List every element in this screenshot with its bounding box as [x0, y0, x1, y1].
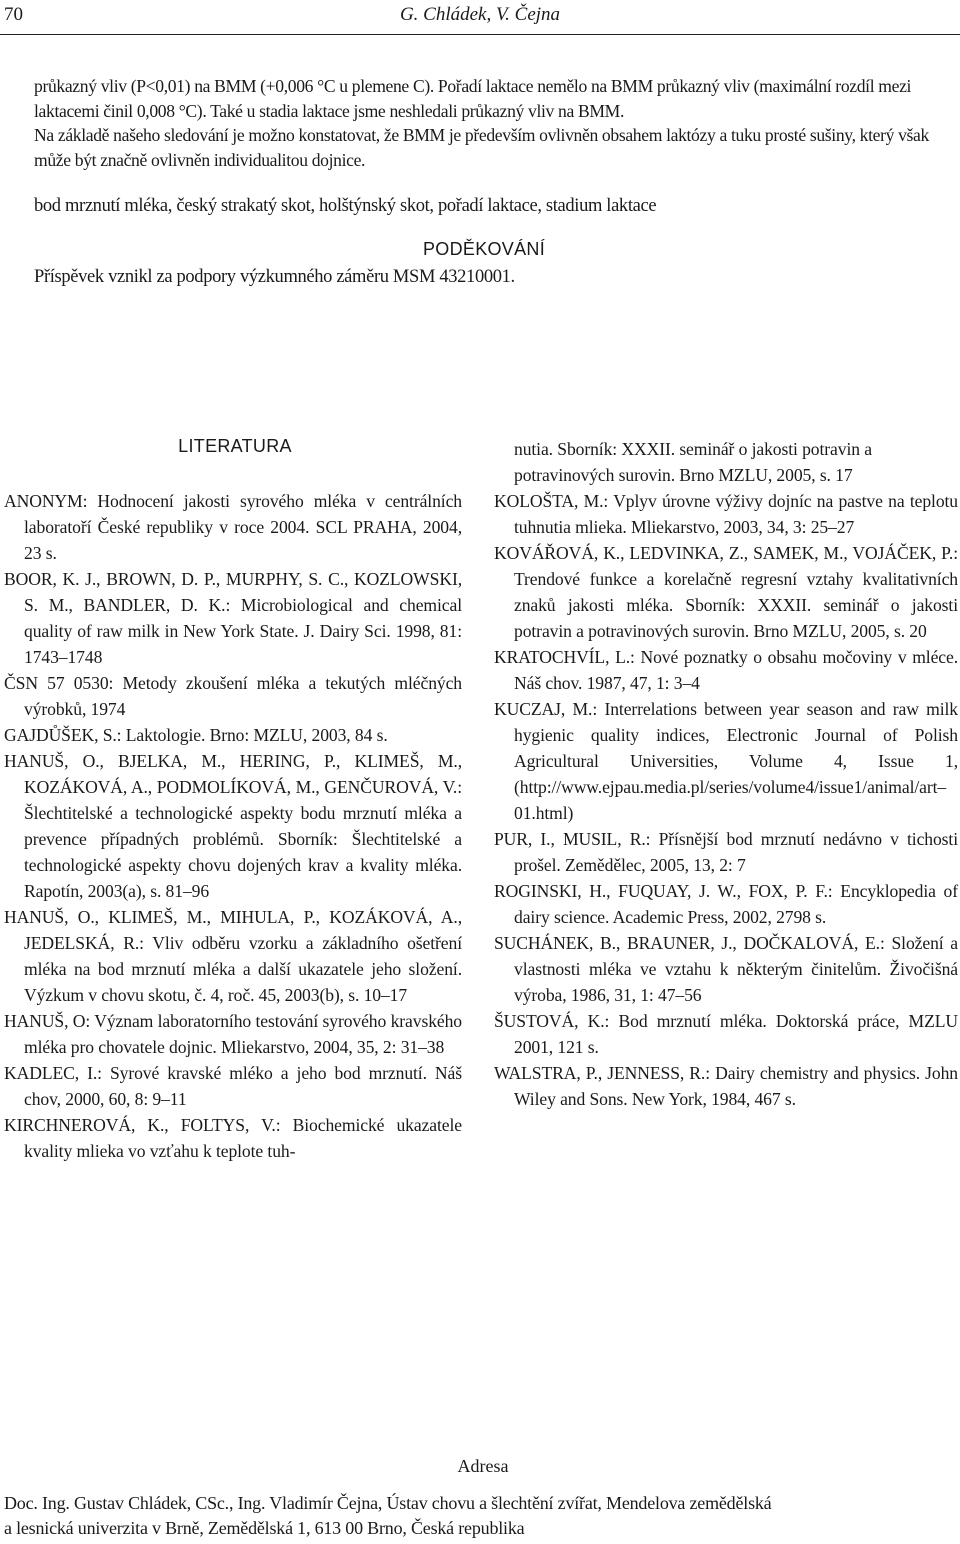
- address-label: Adresa: [457, 1456, 509, 1476]
- reference-item: KOLOŠTA, M.: Vplyv úrovne výživy dojníc na pastve na teplotu tuhnutia mlieka. Mliekarstvo, 2003, 34, 3: 25–27: [494, 491, 958, 537]
- references-left-column: [4, 488, 462, 1164]
- reference-item: HANUŠ, O: Význam laboratorního testování syrového kravského mléka pro chovatele dojnic. Mliekarstvo, 2004, 35, 2: 31–38: [4, 1011, 462, 1057]
- body-text: [34, 74, 934, 290]
- acknowledgement-text: Příspěvek vznikl za podpory výzkumného záměru MSM 43210001.: [34, 267, 515, 287]
- acknowledgement-heading: PODĚKOVÁNÍ: [422, 238, 546, 259]
- paragraph-conclusion: Na základě našeho sledování je možno konstatovat, že BMM je především ovlivněn obsahem laktózy a tuku prosté sušiny, který však může být značně ovlivněn individualitou dojnice.: [34, 125, 929, 170]
- paragraph-results: průkazný vliv (P<0,01) na BMM (+0,006 °C u plemene C). Pořadí laktace nemělo na BMM průkazný vliv (maximální rozdíl mezi laktacemi činil 0,008 °C). Také u stadia laktace jsme neshledali průkazný vliv na BMM.: [34, 76, 912, 121]
- reference-item: KADLEC, I.: Syrové kravské mléko a jeho bod mrznutí. Náš chov, 2000, 60, 8: 9–11: [4, 1063, 462, 1109]
- reference-item: ROGINSKI, H., FUQUAY, J. W., FOX, P. F.: Encyklopedia of dairy science. Academic Press, 2002, 2798 s.: [494, 881, 958, 927]
- reference-item: ANONYM: Hodnocení jakosti syrového mléka v centrálních laboratoří České republiky v roce 2004. SCL PRAHA, 2004, 23 s.: [4, 491, 462, 563]
- reference-item: BOOR, K. J., BROWN, D. P., MURPHY, S. C., KOZLOWSKI, S. M., BANDLER, D. K.: Microbiological and chemical quality of raw milk in New York State. J. Dairy Sci. 1998, 81: 1743–1748: [4, 569, 462, 667]
- references-right-column: [494, 436, 958, 1112]
- address-line: Doc. Ing. Gustav Chládek, CSc., Ing. Vladimír Čejna, Ústav chovu a šlechtění zvířat, Mendelova zemědělská: [4, 1493, 772, 1513]
- running-head-authors: G. Chládek, V. Čejna: [399, 4, 561, 25]
- page-header: [0, 0, 960, 35]
- reference-item: ŠUSTOVÁ, K.: Bod mrznutí mléka. Doktorská práce, MZLU 2001, 121 s.: [494, 1011, 958, 1057]
- reference-item: KOVÁŘOVÁ, K., LEDVINKA, Z., SAMEK, M., VOJÁČEK, P.: Trendové funkce a korelačně regresní vztahy kvalitativních znaků jakosti mléka. Sborník: XXXII. seminář o jakosti potravin a potravinových surovin. Brno MZLU, 2005, s. 20: [494, 543, 958, 641]
- reference-item: KUCZAJ, M.: Interrelations between year season and raw milk hygienic quality indices, Electronic Journal of Polish Agricultural Universities, Volume 4, Issue 1, (http://www.ejpau.media.pl/series/volume4/issue1/animal/art–01.html): [494, 699, 958, 823]
- reference-item: HANUŠ, O., BJELKA, M., HERING, P., KLIMEŠ, M., KOZÁKOVÁ, A., PODMOLÍKOVÁ, M., GENČUROVÁ, V.: Šlechtitelské a technologické aspekty bodu mrznutí mléka a prevence případných problémů. Sborník: Šlechtitelské a technologické aspekty chovu dojených krav a kvality mléka. Rapotín, 2003(a), s. 81–96: [4, 751, 462, 901]
- reference-item: HANUŠ, O., KLIMEŠ, M., MIHULA, P., KOZÁKOVÁ, A., JEDELSKÁ, R.: Vliv odběru vzorku a základního ošetření mléka na bod mrznutí mléka a další ukazatele jeho složení. Výzkum v chovu skotu, č. 4, roč. 45, 2003(b), s. 10–17: [4, 907, 462, 1005]
- page-number: 70: [4, 4, 23, 25]
- reference-item: WALSTRA, P., JENNESS, R.: Dairy chemistry and physics. John Wiley and Sons. New York, 1984, 467 s.: [494, 1063, 958, 1109]
- reference-item: SUCHÁNEK, B., BRAUNER, J., DOČKALOVÁ, E.: Složení a vlastnosti mléka ve vztahu k některým činitelům. Živočišná výroba, 1986, 31, 1: 47–56: [494, 933, 958, 1005]
- keywords: bod mrznutí mléka, český strakatý skot, holštýnský skot, pořadí laktace, stadium laktace: [34, 196, 657, 216]
- address-line: a lesnická univerzita v Brně, Zemědělská 1, 613 00 Brno, Česká republika: [4, 1518, 525, 1538]
- reference-item: PUR, I., MUSIL, R.: Přísnější bod mrznutí nedávno v tichosti prošel. Zemědělec, 2005, 13, 2: 7: [494, 829, 958, 875]
- reference-item: ČSN 57 0530: Metody zkoušení mléka a tekutých mléčných výrobků, 1974: [4, 673, 462, 719]
- reference-item: KIRCHNEROVÁ, K., FOLTYS, V.: Biochemické ukazatele kvality mlieka vo vzťahu k teplote tuh-: [4, 1115, 462, 1161]
- reference-continuation: nutia. Sborník: XXXII. seminář o jakosti potravin a potravinových surovin. Brno MZLU, 2005, s. 17: [514, 439, 872, 485]
- reference-item: GAJDŮŠEK, S.: Laktologie. Brno: MZLU, 2003, 84 s.: [4, 725, 388, 745]
- literature-heading: LITERATURA: [178, 436, 292, 456]
- reference-item: KRATOCHVÍL, L.: Nové poznatky o obsahu močoviny v mléce. Náš chov. 1987, 47, 1: 3–4: [494, 647, 958, 693]
